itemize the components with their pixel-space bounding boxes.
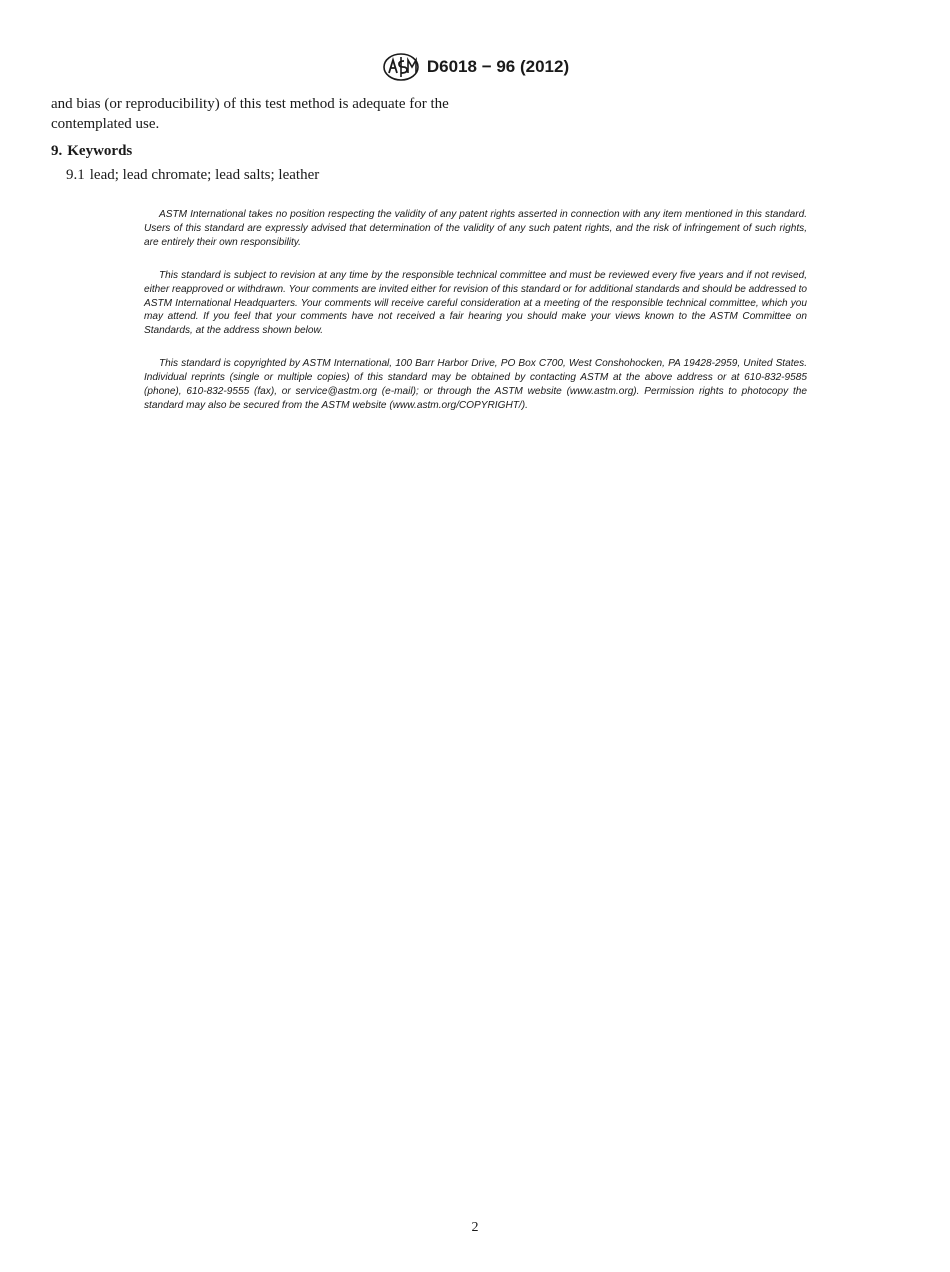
standard-designation: D6018 − 96 (2012) bbox=[426, 57, 570, 76]
keywords-paragraph bbox=[51, 165, 471, 185]
section-heading-keywords bbox=[51, 141, 471, 161]
section-title: Keywords bbox=[67, 143, 133, 159]
revision-notice: This standard is subject to revision at any time by the responsible technical committee and must be reviewed every five years and if not revised, either reapproved or withdrawn. Your comments are invited either for revision of this standard or for additional standards and should be addressed to ASTM International Headquarters. Your comments will receive careful consideration at a meeting of the responsible technical committee, which you may attend. If you feel that your comments have not received a fair hearing you should make your views known to the ASTM Committee on Standards, at the address shown below. bbox=[144, 269, 808, 337]
paragraph-number: 9.1 bbox=[66, 167, 85, 183]
legal-notices bbox=[144, 208, 807, 432]
patent-notice: ASTM International takes no position respecting the validity of any patent rights asserted in connection with any item mentioned in this standard. Users of this standard are expressly advised that determination of the validity of any such patent rights, and the risk of infringement of such rights, are entirely their own responsibility. bbox=[144, 209, 807, 248]
keywords-text: lead; lead chromate; lead salts; leather bbox=[89, 167, 320, 183]
page-number: 2 bbox=[471, 1220, 479, 1235]
copyright-notice: This standard is copyrighted by ASTM International, 100 Barr Harbor Drive, PO Box C700, West Conshohocken, PA 19428-2959, United States. Individual reprints (single or multiple copies) of this standard may be obtained by contacting ASTM at the above address or at 610-832-9585 (phone), 610-832-9555 (fax), or service@astm.org (e-mail); or through the ASTM website (www.astm.org). Permission rights to photocopy the standard may also be secured from the ASTM website (www.astm.org/COPYRIGHT/). bbox=[144, 358, 807, 411]
body-column bbox=[51, 94, 471, 185]
continued-paragraph: and bias (or reproducibility) of this test method is adequate for the contemplated use. bbox=[51, 96, 449, 132]
astm-logo-icon bbox=[381, 51, 421, 83]
page-header bbox=[0, 50, 950, 84]
section-number: 9. bbox=[51, 143, 63, 159]
